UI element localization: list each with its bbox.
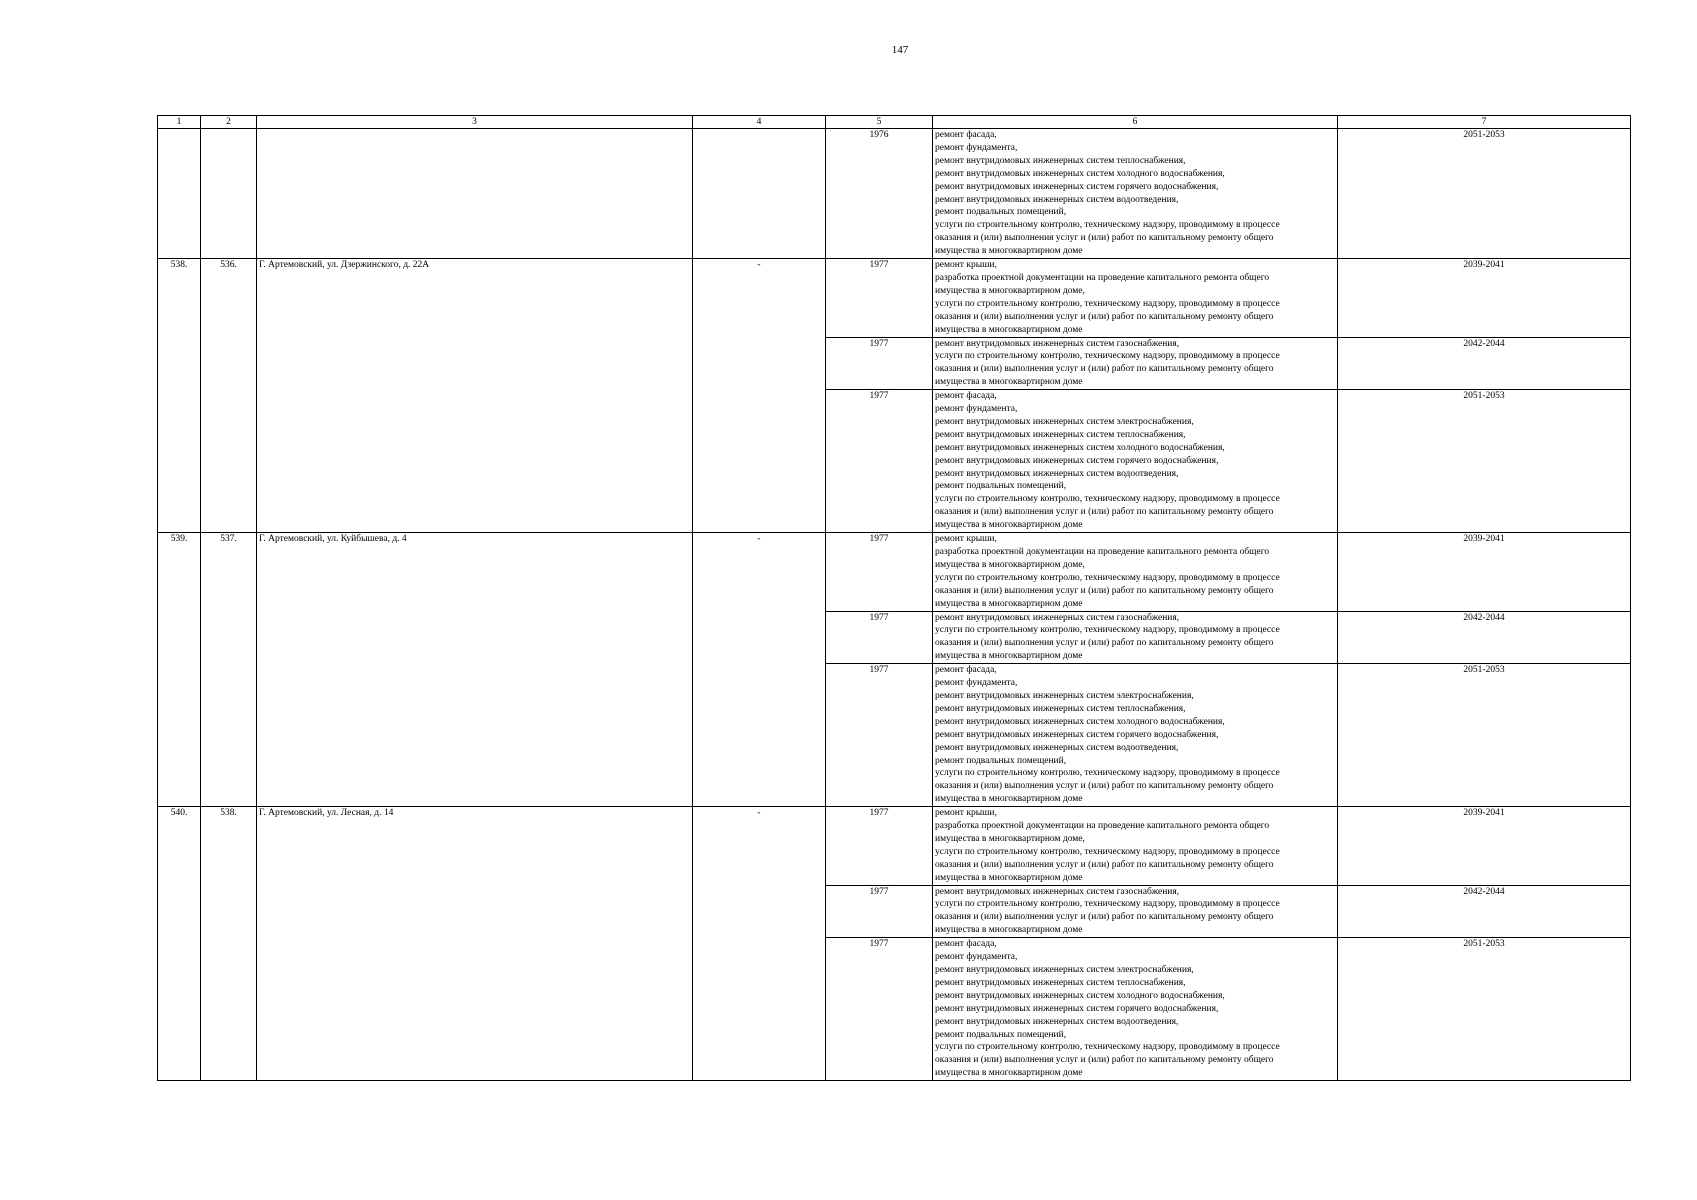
work-item: ремонт внутридомовых инженерных систем водоотведения,: [935, 742, 1179, 753]
works-cell: [933, 533, 1338, 611]
works-cell: [933, 885, 1338, 938]
work-item: ремонт внутридомовых инженерных систем теплоснабжения,: [935, 977, 1186, 988]
work-item: имущества в многоквартирном доме: [935, 651, 1083, 662]
work-item: разработка проектной документации на проведение капитального ремонта общего: [935, 821, 1270, 832]
work-item: ремонт фундамента,: [935, 678, 1018, 689]
period-cell: 2051-2053: [1338, 129, 1631, 259]
period-cell: 2042-2044: [1338, 611, 1631, 664]
column-header: 7: [1338, 116, 1631, 129]
work-item: оказания и (или) выполнения услуг и (или) работ по капитальному ремонту общего: [935, 311, 1274, 322]
work-item: ремонт фундамента,: [935, 404, 1018, 415]
table-row: [158, 259, 1631, 337]
work-item: имущества в многоквартирном доме: [935, 794, 1083, 805]
works-cell: [933, 611, 1338, 664]
work-item: имущества в многоквартирном доме: [935, 925, 1083, 936]
work-item: ремонт внутридомовых инженерных систем газоснабжения,: [935, 612, 1180, 623]
work-item: имущества в многоквартирном доме: [935, 377, 1083, 388]
work-item: ремонт внутридомовых инженерных систем водоотведения,: [935, 1016, 1179, 1027]
work-item: имущества в многоквартирном доме: [935, 598, 1083, 609]
table-body: [158, 116, 1631, 1081]
work-item: ремонт внутридомовых инженерных систем холодного водоснабжения,: [935, 442, 1225, 453]
work-item: ремонт фасада,: [935, 130, 997, 140]
house-number: 537.: [201, 533, 257, 807]
works-cell: [933, 664, 1338, 807]
work-item: имущества в многоквартирном доме: [935, 324, 1083, 335]
column-4-cell: -: [693, 259, 826, 533]
work-item: имущества в многоквартирном доме: [935, 1068, 1083, 1079]
column-4-cell: -: [693, 807, 826, 1081]
house-number: 536.: [201, 259, 257, 533]
work-item: ремонт внутридомовых инженерных систем водоотведения,: [935, 194, 1179, 205]
work-item: оказания и (или) выполнения услуг и (или) работ по капитальному ремонту общего: [935, 233, 1274, 244]
column-header: 1: [158, 116, 201, 129]
address-cell: [257, 129, 693, 259]
year-cell: 1977: [826, 533, 933, 611]
works-cell: [933, 938, 1338, 1081]
work-item: ремонт фасада,: [935, 391, 997, 402]
work-item: услуги по строительному контролю, техническому надзору, проводимому в процессе: [935, 298, 1280, 309]
work-item: ремонт внутридомовых инженерных систем газоснабжения,: [935, 338, 1180, 349]
table-row: [158, 129, 1631, 259]
work-item: ремонт крыши,: [935, 534, 997, 545]
works-cell: [933, 259, 1338, 337]
works-cell: [933, 807, 1338, 885]
period-cell: 2051-2053: [1338, 938, 1631, 1081]
work-item: ремонт внутридомовых инженерных систем водоотведения,: [935, 468, 1179, 479]
column-header: 6: [933, 116, 1338, 129]
work-item: имущества в многоквартирном доме: [935, 872, 1083, 883]
work-item: ремонт подвальных помещений,: [935, 755, 1067, 766]
work-item: услуги по строительному контролю, техническому надзору, проводимому в процессе: [935, 220, 1280, 231]
work-item: ремонт фасада,: [935, 665, 997, 676]
row-number: 540.: [158, 807, 201, 1081]
works-cell: [933, 337, 1338, 390]
year-cell: 1977: [826, 390, 933, 533]
work-item: ремонт внутридомовых инженерных систем теплоснабжения,: [935, 155, 1186, 166]
work-item: услуги по строительному контролю, техническому надзору, проводимому в процессе: [935, 1042, 1280, 1053]
work-item: ремонт внутридомовых инженерных систем горячего водоснабжения,: [935, 181, 1219, 192]
work-item: услуги по строительному контролю, техническому надзору, проводимому в процессе: [935, 572, 1280, 583]
work-item: оказания и (или) выполнения услуг и (или) работ по капитальному ремонту общего: [935, 781, 1274, 792]
work-item: имущества в многоквартирном доме: [935, 520, 1083, 531]
period-cell: 2042-2044: [1338, 885, 1631, 938]
work-item: оказания и (или) выполнения услуг и (или) работ по капитальному ремонту общего: [935, 364, 1274, 375]
column-header: 4: [693, 116, 826, 129]
period-cell: 2039-2041: [1338, 533, 1631, 611]
house-number: 538.: [201, 807, 257, 1081]
work-item: услуги по строительному контролю, техническому надзору, проводимому в процессе: [935, 351, 1280, 362]
table-row: [158, 533, 1631, 611]
period-cell: 2051-2053: [1338, 664, 1631, 807]
column-4-cell: [693, 129, 826, 259]
year-cell: 1977: [826, 885, 933, 938]
work-item: ремонт внутридомовых инженерных систем электроснабжения,: [935, 416, 1194, 427]
work-item: ремонт фасада,: [935, 939, 997, 950]
work-item: имущества в многоквартирном доме,: [935, 559, 1085, 570]
year-cell: 1976: [826, 129, 933, 259]
work-item: ремонт подвальных помещений,: [935, 207, 1067, 218]
work-item: ремонт крыши,: [935, 260, 997, 271]
work-item: оказания и (или) выполнения услуг и (или) работ по капитальному ремонту общего: [935, 585, 1274, 596]
address-cell: Г. Артемовский, ул. Куйбышева, д. 4: [257, 533, 693, 807]
work-item: услуги по строительному контролю, техническому надзору, проводимому в процессе: [935, 768, 1280, 779]
period-cell: 2039-2041: [1338, 807, 1631, 885]
work-item: ремонт внутридомовых инженерных систем электроснабжения,: [935, 690, 1194, 701]
works-cell: [933, 129, 1338, 259]
work-item: услуги по строительному контролю, техническому надзору, проводимому в процессе: [935, 625, 1280, 636]
column-4-cell: -: [693, 533, 826, 807]
work-item: ремонт внутридомовых инженерных систем горячего водоснабжения,: [935, 729, 1219, 740]
capital-repair-table: [157, 115, 1631, 1081]
work-item: ремонт фундамента,: [935, 952, 1018, 963]
house-number: [201, 129, 257, 259]
work-item: услуги по строительному контролю, техническому надзору, проводимому в процессе: [935, 846, 1280, 857]
year-cell: 1977: [826, 611, 933, 664]
work-item: ремонт крыши,: [935, 808, 997, 819]
work-item: ремонт подвальных помещений,: [935, 481, 1067, 492]
work-item: оказания и (или) выполнения услуг и (или) работ по капитальному ремонту общего: [935, 507, 1274, 518]
year-cell: 1977: [826, 259, 933, 337]
work-item: ремонт внутридомовых инженерных систем горячего водоснабжения,: [935, 1003, 1219, 1014]
column-header-row: [158, 116, 1631, 129]
column-header: 2: [201, 116, 257, 129]
work-item: оказания и (или) выполнения услуг и (или) работ по капитальному ремонту общего: [935, 638, 1274, 649]
address-cell: Г. Артемовский, ул. Лесная, д. 14: [257, 807, 693, 1081]
page-number: 147: [891, 44, 909, 56]
work-item: ремонт внутридомовых инженерных систем теплоснабжения,: [935, 429, 1186, 440]
column-header: 5: [826, 116, 933, 129]
work-item: оказания и (или) выполнения услуг и (или) работ по капитальному ремонту общего: [935, 1055, 1274, 1066]
table-row: [158, 807, 1631, 885]
work-item: оказания и (или) выполнения услуг и (или) работ по капитальному ремонту общего: [935, 912, 1274, 923]
work-item: услуги по строительному контролю, техническому надзору, проводимому в процессе: [935, 899, 1280, 910]
work-item: ремонт внутридомовых инженерных систем электроснабжения,: [935, 965, 1194, 975]
work-item: имущества в многоквартирном доме,: [935, 285, 1085, 296]
work-item: ремонт подвальных помещений,: [935, 1029, 1067, 1040]
work-item: ремонт внутридомовых инженерных систем теплоснабжения,: [935, 703, 1186, 714]
work-item: ремонт внутридомовых инженерных систем холодного водоснабжения,: [935, 716, 1225, 727]
work-item: услуги по строительному контролю, техническому надзору, проводимому в процессе: [935, 494, 1280, 505]
work-item: разработка проектной документации на проведение капитального ремонта общего: [935, 547, 1270, 557]
work-item: разработка проектной документации на проведение капитального ремонта общего: [935, 272, 1270, 283]
work-item: ремонт внутридомовых инженерных систем холодного водоснабжения,: [935, 168, 1225, 179]
year-cell: 1977: [826, 664, 933, 807]
row-number: [158, 129, 201, 259]
year-cell: 1977: [826, 337, 933, 390]
work-item: имущества в многоквартирном доме,: [935, 833, 1085, 844]
address-cell: Г. Артемовский, ул. Дзержинского, д. 22А: [257, 259, 693, 533]
work-item: оказания и (или) выполнения услуг и (или) работ по капитальному ремонту общего: [935, 859, 1274, 870]
row-number: 539.: [158, 533, 201, 807]
period-cell: 2039-2041: [1338, 259, 1631, 337]
work-item: ремонт внутридомовых инженерных систем горячего водоснабжения,: [935, 455, 1219, 466]
works-cell: [933, 390, 1338, 533]
period-cell: 2051-2053: [1338, 390, 1631, 533]
work-item: имущества в многоквартирном доме: [935, 246, 1083, 257]
work-item: ремонт внутридомовых инженерных систем холодного водоснабжения,: [935, 990, 1225, 1001]
year-cell: 1977: [826, 938, 933, 1081]
work-item: ремонт фундамента,: [935, 142, 1018, 153]
column-header: 3: [257, 116, 693, 129]
period-cell: 2042-2044: [1338, 337, 1631, 390]
work-item: ремонт внутридомовых инженерных систем газоснабжения,: [935, 886, 1180, 897]
year-cell: 1977: [826, 807, 933, 885]
row-number: 538.: [158, 259, 201, 533]
